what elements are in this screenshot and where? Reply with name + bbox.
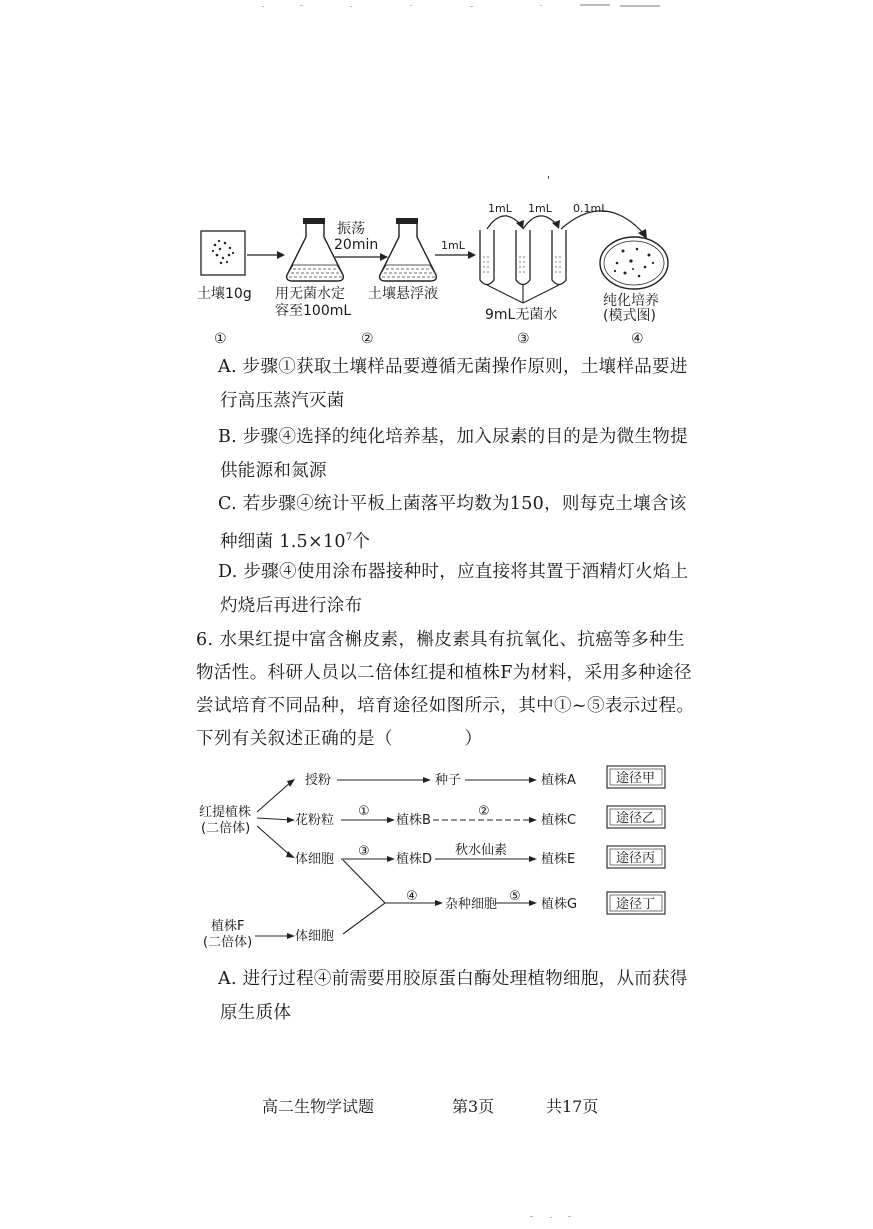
footer-title: 高二生物学试题	[262, 1097, 375, 1116]
soil-label: 土壤10g	[197, 286, 252, 302]
route-jia-label: 途径甲	[616, 771, 656, 786]
hybrid-cell-label: 杂种细胞	[445, 897, 498, 912]
step-2-label: ②	[361, 331, 374, 347]
process-5-label: ⑤	[509, 889, 521, 904]
footer-total-pages: 共17页	[546, 1097, 599, 1116]
somatic-cell-2-label: 体细胞	[295, 929, 335, 944]
plant-f-ploidy-label: (二倍体)	[203, 935, 253, 950]
q6-option-a: A. 进行过程④前需要用胶原蛋白酶处理植物细胞，从而获得 原生质体	[218, 969, 688, 1023]
step-1-label: ①	[214, 331, 227, 347]
process-1-label: ①	[358, 804, 370, 819]
shake-label: 振荡	[337, 221, 365, 237]
q5-option-b: B. 步骤④选择的纯化培养基，加入尿素的目的是为微生物提 供能源和氮源	[218, 427, 688, 481]
flask1-label-line2: 容至100mL	[275, 303, 352, 319]
flask2-label: 土壤悬浮液	[368, 286, 438, 302]
stray-mark: '	[547, 175, 550, 186]
route-yi-label: 途径乙	[616, 811, 656, 826]
hongti-plant-label: 红提植株	[199, 805, 252, 820]
soil-sample-box	[201, 231, 245, 275]
question-6-stem: 6. 水果红提中富含槲皮素，槲皮素具有抗氧化、抗癌等多种生 物活性。科研人员以二倍体红提和植株F为材料，采用多种途径 尝试培育不同品种，培育途径如图所示，其中①~⑤表示过程。 下列有关叙述正确的是（ ）	[196, 630, 695, 749]
dilution-procedure-figure	[185, 175, 705, 355]
route-ding-label: 途径丁	[616, 897, 656, 912]
shake-time: 20min	[334, 237, 379, 253]
plant-a-label: 植株A	[541, 773, 576, 788]
plate-label-line2: (模式图)	[603, 308, 656, 324]
process-2-label: ②	[478, 804, 490, 819]
q5-option-d: D. 步骤④使用涂布器接种时，应直接将其置于酒精灯火焰上 灼烧后再进行涂布	[218, 562, 689, 616]
hongti-ploidy-label: (二倍体)	[201, 821, 251, 836]
transfer-amount-2: 1mL	[528, 202, 552, 215]
seed-label: 种子	[435, 773, 462, 788]
plant-d-label: 植株D	[396, 852, 433, 867]
flask1-label-line1: 用无菌水定	[275, 286, 345, 302]
plant-b-label: 植株B	[396, 813, 431, 828]
petri-plate	[600, 237, 668, 289]
footer-page-number: 第3页	[452, 1097, 495, 1116]
q5-option-c: C. 若步骤④统计平板上菌落平均数为150，则每克土壤含该 种细菌 $1.5\times 10^7$个	[218, 494, 687, 552]
transfer-amount-3: 0.1mL	[573, 202, 608, 215]
pollination-label: 授粉	[305, 773, 332, 788]
scan-edge-dust	[0, 0, 873, 14]
plant-f-label: 植株F	[211, 919, 245, 934]
process-4-label: ④	[406, 889, 418, 904]
plate-label-line1: 纯化培养	[603, 293, 659, 309]
process-3-label: ③	[358, 844, 370, 859]
plant-g-label: 植株G	[541, 897, 578, 912]
q5-option-a: A. 步骤①获取土壤样品要遵循无菌操作原则，土壤样品要进 行高压蒸汽灭菌	[218, 357, 688, 411]
somatic-cell-1-label: 体细胞	[295, 852, 335, 867]
scan-bottom-dust	[520, 1212, 600, 1222]
route-bing-label: 途径丙	[616, 851, 656, 866]
step-4-label: ④	[631, 331, 644, 347]
step-3-label: ③	[517, 331, 530, 347]
colchicine-label: 秋水仙素	[455, 843, 508, 858]
pollen-label: 花粉粒	[295, 813, 335, 828]
flask-2	[380, 218, 437, 281]
transfer-amount-1: 1mL	[488, 202, 512, 215]
plant-c-label: 植株C	[541, 813, 577, 828]
soil-particles	[212, 240, 234, 264]
plant-e-label: 植株E	[541, 852, 576, 867]
breeding-routes-figure	[195, 760, 695, 960]
tubes-label: 9mL无菌水	[485, 307, 558, 323]
transfer-1ml-label: 1mL	[441, 239, 465, 252]
